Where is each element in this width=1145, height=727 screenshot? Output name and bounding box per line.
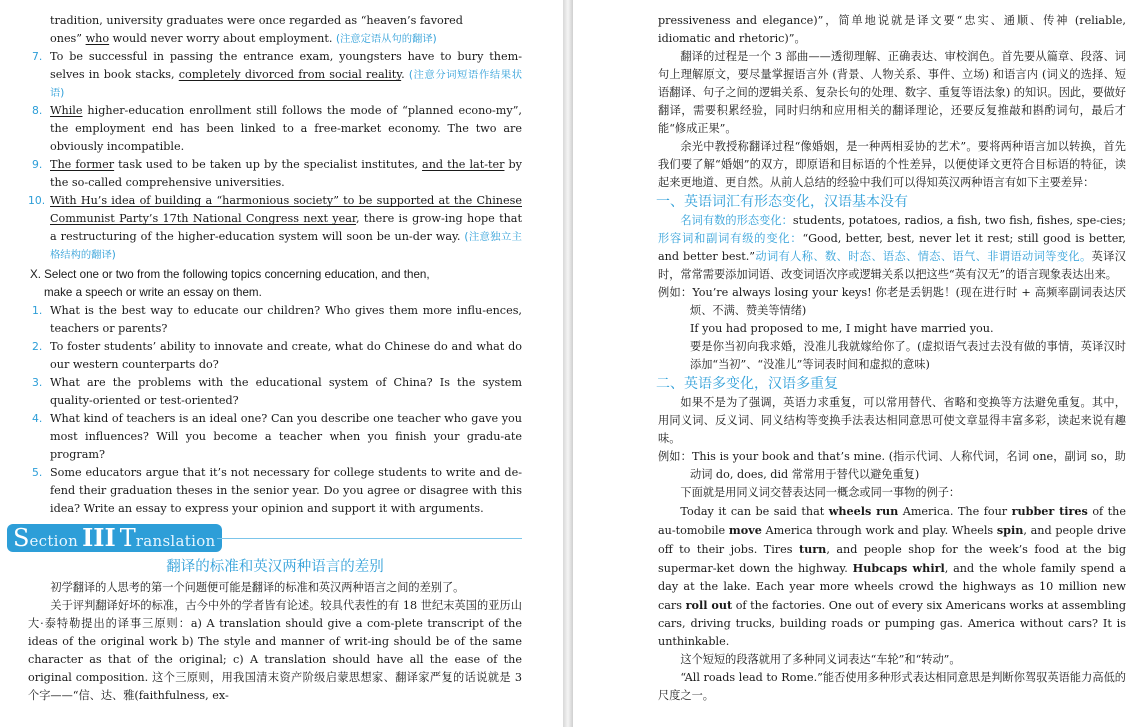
adj-examples: “Good, better, best, never let it rest; still good is better, and better best.” [658,232,1126,263]
para-wheels-example [658,502,1126,651]
topic-text: What is the best way to educate our children? Who gives them more influ-ences, teachers or parents? [50,304,522,335]
item8-underlined: While [50,104,83,117]
heading-two: 二、英语多变化，汉语多重复 [656,376,838,392]
item7-text: To be successful in passing the entrance exam, youngsters have to bury them-selves in book stacks, [50,50,522,81]
highlight-adj: 形容词和副词有级的变化： [658,232,803,245]
topic-item [28,302,522,338]
wheels-text-c: America. The four [898,505,1012,518]
topic-item [28,464,522,518]
bold-roll-out: roll out [685,598,733,612]
wheels-text-a: Today it can be said that [680,505,829,518]
right-page [572,0,1145,727]
item-number: 2. [32,340,43,353]
morphology-summary: 英译汉时，常常需要添加词语、改变词语次序或逻辑关系以把这些“英有汉无”的语言现象表达出来。 [658,250,1126,281]
badge-roman-numeral: III [82,523,116,552]
item-number: 9. [32,158,43,171]
wheels-text-e: of the au-tomobile [658,505,1126,537]
translation-title: 翻译的标准和英汉两种语言的差别 [166,559,384,575]
item9-underlined-c: and the lat-ter [422,158,505,171]
wheels-text-i: , and people drive off to their jobs. Tires [658,524,1127,556]
para-process: 翻译的过程是一个 3 部曲——透彻理解、正确表达、审校润色。首先要从篇章、段落、词句上理解原文，要尽量掌握语言外 (背景、人物关系、事件、立场) 和语言内 (词义的选择、短语翻译、句子之间的逻辑关系、复杂长句的处理、数字、重复等语法象) 的知识。因此，要做好翻译，需要积累经验，同时归纳和应用相关的翻译理论，还要反复推敲和斟酌词句，最后才能“修成正果”。 [658,50,1126,135]
exercise-x-line2: make a speech or write an essay on them. [44,286,262,299]
exercise-x-instruction [28,266,522,302]
list-item-8 [28,102,522,156]
para-marriage: 余光中教授称翻译过程“像婚姻，是一种两相妥协的艺术”。要将两种语言加以转换，首先我们要了解“婚姻”的双方，即原语和目标语的个性差异，以便使译文更符合目标语的特征，读起来更地道、更自然。从前人总结的经验中我们可以得知英汉两种语言有如下主要差异： [658,140,1126,189]
item10-text: , there is grow-ing hope that a restructuring of the higher-education system will soon be un-der way. [50,212,522,243]
badge-word-translation: ranslation [135,532,216,550]
example-1 [658,284,1126,320]
exercise-x-line1: X. Select one or two from the following topics concerning education, and then, [30,268,430,281]
para-repetition: 如果不是为了强调，英语力求重复，可以常用替代、省略和变换等方法避免重复。其中，用同义词、反义词、同义结构等变换手法表达相同意思可使文章显得丰富多彩，读起来说有趣味。 [658,396,1126,445]
badge-letter-t: T [119,524,136,552]
bold-hubcaps-whirl: Hubcaps whirl [852,561,945,575]
heading-one: 一、英语词汇有形态变化，汉语基本没有 [656,194,908,210]
bold-spin: spin [996,523,1024,537]
item-number: 10. [28,194,46,207]
item6-line1: tradition, university graduates were once regarded as “heaven’s favored [50,14,463,27]
item8-text: higher-education enrollment still follows the mode of “planned econo-my”, the employment end has been linked to a free-market economy. The two are obviously incompatible. [50,104,522,153]
item6-note: (注意定语从句的翻译) [335,33,437,45]
para-morphology [658,212,1126,284]
example-3 [658,448,1126,484]
section-badge [7,524,222,552]
example-label: 例如： [658,286,693,299]
item-number: 1. [32,304,43,317]
bold-rubber-tires: rubber tires [1011,504,1088,518]
item6-underlined-who: who [85,32,110,45]
topic-item [28,338,522,374]
bold-move: move [728,523,762,537]
item6-line2c: would never worry about employment. [109,32,336,45]
item7-underlined: completely divorced from social reality [178,68,402,81]
list-item-7 [28,48,522,102]
item-number: 5. [32,466,43,479]
highlight-verb: 动词有人称、数、时态、语态、情态、语气、非谓语动词等变化。 [755,250,1092,263]
section-rule [217,538,522,539]
topic-text: What kind of teachers is an ideal one? Can you describe one teacher who gave you most influences? Will you become a teacher when you finish your gradu-ate program? [50,412,522,461]
highlight-noun: 名词有数的形态变化： [680,214,793,227]
item-number: 4. [32,412,43,425]
item10-note: (注意独立主格结构的翻译) [50,231,522,261]
badge-letter-s: S [13,524,30,552]
example-2-english: If you had proposed to me, I might have married you. [690,322,994,335]
para-synonym-summary: 这个短短的段落就用了多种同义词表达“车轮”和“转动”。 [680,653,961,666]
para-synonym-intro: 下面就是用同义词交替表达同一概念或同一事物的例子： [680,486,961,499]
item6-line2a: ones” [50,32,86,45]
topic-item [28,374,522,410]
example-2-chinese: 要是你当初向我求婚，没准儿我就嫁给你了。(虚拟语气表过去没有做的事情，英译汉时添加“当初”、“没准儿”等词表时间和虚拟的意味) [690,340,1126,371]
item9-underlined-a: The former [50,158,115,171]
noun-examples: students, potatoes, radios, a fish, two fish, fishes, spe-cies; [792,214,1126,227]
example-1-text: You’re always losing your keys! 你老是丢钥匙！(现在进行时 + 高频率副词表达厌烦、不满、赞美等情绪) [690,286,1126,317]
translation-para-1: 初学翻译的人思考的第一个问题便可能是翻译的标准和英汉两种语言之间的差别了。 [50,581,465,594]
left-page [0,0,572,727]
para-continuation: pressiveness and elegance)”，简单地说就是译文要“忠实、通顺、传神 (reliable, idiomatic and rhetoric)”。 [658,14,1126,45]
item-number: 7. [32,50,43,63]
item-number: 3. [32,376,43,389]
item10-underlined: With Hu’s idea of building a “harmonious society” to be supported at the Chinese Communist Party’s 17th National Congress next year [50,194,522,225]
item7-period: . [401,68,409,81]
topic-text: Some educators argue that it’s not necessary for college students to write and de-fend their graduation theses in the senior year. Do you agree or disagree with this idea? Write an essay to express your opinion and support it with arguments. [50,466,522,515]
item6-continuation [28,12,522,48]
topic-item [28,410,522,464]
item7-note: (注意分词短语作结果状语) [50,69,522,99]
example-3-text: This is your book and that’s mine. (指示代词、人称代词，名词 one，副词 so，助动词 do, does, did 常常用于替代以避免重复) [690,450,1126,481]
section-header [7,524,522,554]
para-rome: “All roads lead to Rome.”能否使用多种形式表达相同意思是判断你驾驭英语能力高低的尺度之一。 [658,671,1126,702]
topic-text: To foster students’ ability to innovate and create, what do Chinese do and what do our western counterparts do? [50,340,522,371]
list-item-9 [28,156,522,192]
item-number: 8. [32,104,43,117]
wheels-text-o: of the factories. One out of every six Americans works at assembling cars, driving trucks, building roads or pumping gas. America without cars? It is unthinkable. [658,599,1126,648]
translation-para-2: 关于评判翻译好坏的标准，古今中外的学者皆有论述。较具代表性的有 18 世纪末英国的亚历山大·泰特勒提出的译事三原则：a) A translation should give a com-plete transcript of the ideas of the original work b) The style and manner of writ-ing should be of the same character as that of the original; c) A translation should have all the ease of the original composition. 这个三原则，用我国清末资产阶级启蒙思想家、翻译家严复的话说就是 3 个字——“信、达、雅(faithfulness, ex- [28,599,522,702]
wheels-text-g: America through work and play. Wheels [761,524,997,537]
bold-wheels-run: wheels run [828,504,899,518]
badge-word-section: ection [29,532,79,550]
item9-text-b: task used to be taken up by the specialist institutes, [114,158,423,171]
wheels-text-m: , and the whole family spend a day at the lake. Each year more wheels crowd the highways as 10 million new cars [658,562,1126,612]
example-label: 例如： [658,450,692,463]
topic-list [28,302,522,518]
topic-text: What are the problems with the educational system of China? Is the system quality-oriented or test-oriented? [50,376,522,407]
item9-text-d: by the so-called comprehensive universities. [50,158,522,189]
wheels-text-k: , and people shop for the week’s food at the big supermar-ket down the highway. [658,543,1126,575]
list-item-10 [28,192,522,264]
bold-turn: turn [798,542,827,556]
